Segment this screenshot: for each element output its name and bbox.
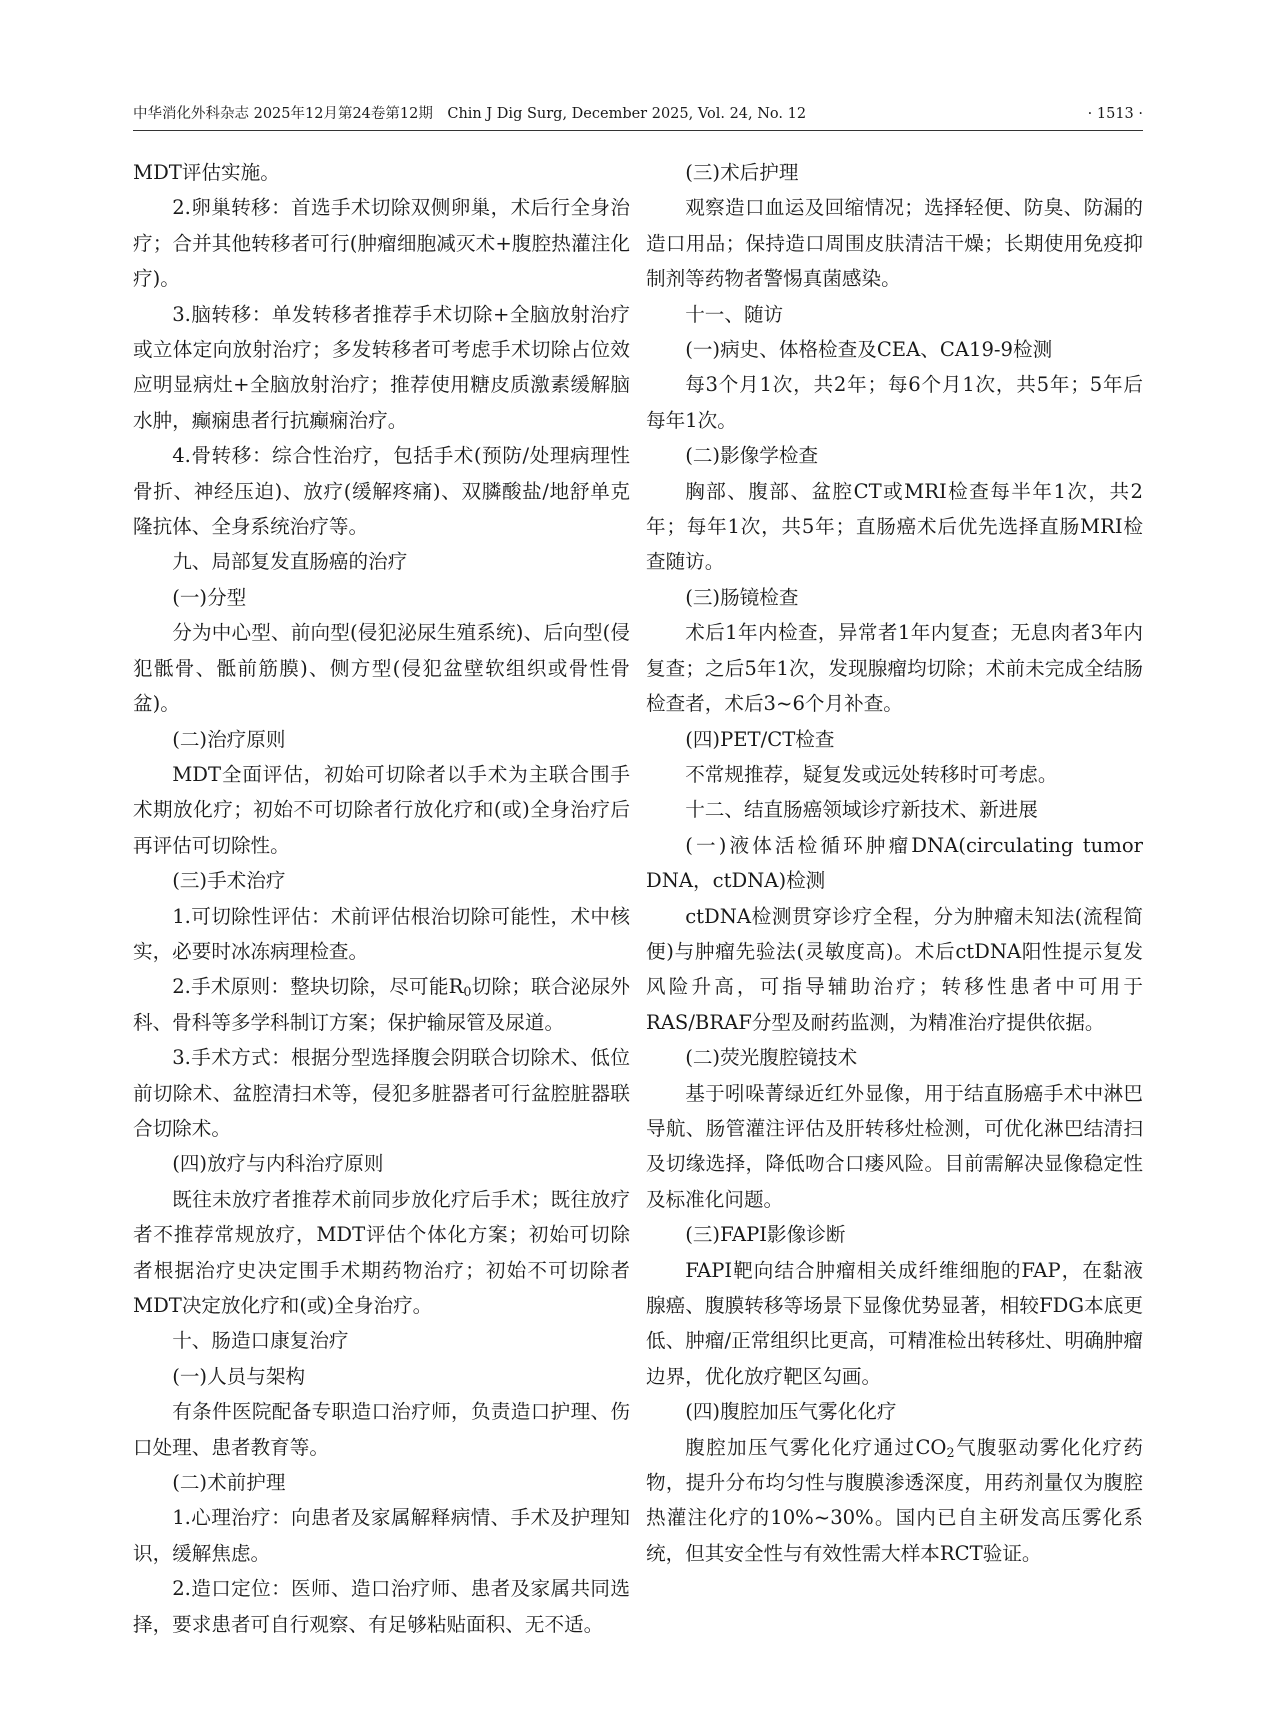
section-heading: 十、肠造口康复治疗 xyxy=(172,1329,349,1353)
paragraph: 观察造口血运及回缩情况；选择轻便、防臭、防漏的造口用品；保持造口周围皮肤清洁干燥；长期使用免疫抑制剂等药物者警惕真菌感染。 xyxy=(646,196,1143,291)
subsection-heading: (一)人员与架构 xyxy=(172,1364,306,1388)
subscript: 2 xyxy=(946,1445,955,1461)
subsection-heading: (二)影像学检查 xyxy=(685,444,819,468)
subsection-heading: (二)荧光腹腔镜技术 xyxy=(685,1046,858,1070)
subsection-heading: (三)术后护理 xyxy=(685,161,799,184)
page-number: · 1513 · xyxy=(1087,106,1143,122)
subsection-heading: (三)肠镜检查 xyxy=(685,585,799,609)
subsection-heading: (三)FAPI影像诊断 xyxy=(685,1223,846,1247)
subsection-heading: (四)PET/CT检查 xyxy=(685,727,835,751)
section-heading: 十一、随访 xyxy=(685,302,784,326)
subscript: 0 xyxy=(463,985,472,1001)
paragraph: 术后1年内检查，异常者1年内复查；无息肉者3年内复查；之后5年1次，发现腺瘤均切除；术前未完成全结肠检查者，术后3~6个月补查。 xyxy=(646,621,1143,716)
paragraph: 2.卵巢转移：首选手术切除双侧卵巢，术后行全身治疗；合并其他转移者可行(肿瘤细胞减灭术+腹腔热灌注化疗)。 xyxy=(133,196,630,291)
left-column xyxy=(133,155,630,1642)
paragraph: 4.骨转移：综合性治疗，包括手术(预防/处理病理性骨折、神经压迫)、放疗(缓解疼痛)、双膦酸盐/地舒单克隆抗体、全身系统治疗等。 xyxy=(133,444,630,539)
paragraph: ctDNA检测贯穿诊疗全程，分为肿瘤未知法(流程简便)与肿瘤先验法(灵敏度高)。术后ctDNA阳性提示复发风险升高，可指导辅助治疗；转移性患者中可用于RAS/BRAF分型及耐药监测，为精准治疗提供依据。 xyxy=(646,904,1143,1034)
running-header xyxy=(133,103,1143,125)
paragraph xyxy=(646,1430,1143,1572)
subsection-heading: (一)分型 xyxy=(172,585,247,609)
text-run: 2.手术原则：整块切除，尽可能R xyxy=(172,975,464,999)
header-rule xyxy=(133,130,1143,131)
text-run: 腹腔加压气雾化化疗通过CO xyxy=(685,1435,947,1459)
subsection-heading: (四)放疗与内科治疗原则 xyxy=(172,1152,384,1176)
text-run: 切除；联合泌尿外科、骨科等多学科制订方案；保护输尿管及尿道。 xyxy=(133,975,631,1034)
subsection-heading: (二)治疗原则 xyxy=(172,727,286,751)
right-column xyxy=(646,155,1143,1571)
paragraph: 有条件医院配备专职造口治疗师，负责造口护理、伤口处理、患者教育等。 xyxy=(133,1400,630,1459)
paragraph: 3.脑转移：单发转移者推荐手术切除+全脑放射治疗或立体定向放射治疗；多发转移者可考虑手术切除占位效应明显病灶+全脑放射治疗；推荐使用糖皮质激素缓解脑水肿，癫痫患者行抗癫痫治疗。 xyxy=(133,302,630,432)
paragraph: MDT全面评估，初始可切除者以手术为主联合围手术期放化疗；初始不可切除者行放化疗和(或)全身治疗后再评估可切除性。 xyxy=(133,762,630,857)
section-heading: 十二、结直肠癌领域诊疗新技术、新进展 xyxy=(685,798,1038,822)
paragraph: 分为中心型、前向型(侵犯泌尿生殖系统)、后向型(侵犯骶骨、骶前筋膜)、侧方型(侵犯盆壁软组织或骨性骨盆)。 xyxy=(133,621,630,716)
text-run: 气腹驱动雾化化疗药物，提升分布均匀性与腹膜渗透深度，用药剂量仅为腹腔热灌注化疗的10%~30%。国内已自主研发高压雾化系统，但其安全性与有效性需大样本RCT验证。 xyxy=(646,1435,1143,1565)
paragraph: 2.造口定位：医师、造口治疗师、患者及家属共同选择，要求患者可自行观察、有足够粘贴面积、无不适。 xyxy=(133,1577,630,1636)
paragraph: 1.心理治疗：向患者及家属解释病情、手术及护理知识，缓解焦虑。 xyxy=(133,1506,630,1565)
journal-citation: 中华消化外科杂志 2025年12月第24卷第12期 Chin J Dig Surg, December 2025, Vol. 24, No. 12 xyxy=(133,106,807,122)
subsection-heading: (一)液体活检循环肿瘤DNA(circulating tumor DNA，ctDNA)检测 xyxy=(646,833,1143,893)
paragraph: 基于吲哚菁绿近红外显像，用于结直肠癌手术中淋巴导航、肠管灌注评估及肝转移灶检测，可优化淋巴结清扫及切缘选择，降低吻合口瘘风险。目前需解决显像稳定性及标准化问题。 xyxy=(646,1081,1143,1211)
subsection-heading: (一)病史、体格检查及CEA、CA19-9检测 xyxy=(685,338,1053,362)
paragraph: 胸部、腹部、盆腔CT或MRI检查每半年1次，共2年；每年1次，共5年；直肠癌术后优先选择直肠MRI检查随访。 xyxy=(646,479,1143,574)
paragraph: 每3个月1次，共2年；每6个月1次，共5年；5年后每年1次。 xyxy=(646,373,1143,432)
paragraph: 1.可切除性评估：术前评估根治切除可能性，术中核实，必要时冰冻病理检查。 xyxy=(133,904,630,963)
subsection-heading: (四)腹腔加压气雾化化疗 xyxy=(685,1400,897,1424)
section-heading: 九、局部复发直肠癌的治疗 xyxy=(172,550,408,574)
paragraph: 既往未放疗者推荐术前同步放化疗后手术；既往放疗者不推荐常规放疗，MDT评估个体化方案；初始可切除者根据治疗史决定围手术期药物治疗；初始不可切除者MDT决定放化疗和(或)全身治疗。 xyxy=(133,1187,630,1317)
paragraph: FAPI靶向结合肿瘤相关成纤维细胞的FAP，在黏液腺癌、腹膜转移等场景下显像优势显著，相较FDG本底更低、肿瘤/正常组织比更高，可精准检出转移灶、明确肿瘤边界，优化放疗靶区勾画。 xyxy=(646,1258,1143,1388)
paragraph: 3.手术方式：根据分型选择腹会阴联合切除术、低位前切除术、盆腔清扫术等，侵犯多脏器者可行盆腔脏器联合切除术。 xyxy=(133,1046,630,1140)
paragraph: MDT评估实施。 xyxy=(133,161,280,184)
paragraph: 不常规推荐，疑复发或远处转移时可考虑。 xyxy=(685,762,1058,786)
paragraph xyxy=(133,969,630,1040)
subsection-heading: (三)手术治疗 xyxy=(172,869,286,893)
subsection-heading: (二)术前护理 xyxy=(172,1471,286,1495)
